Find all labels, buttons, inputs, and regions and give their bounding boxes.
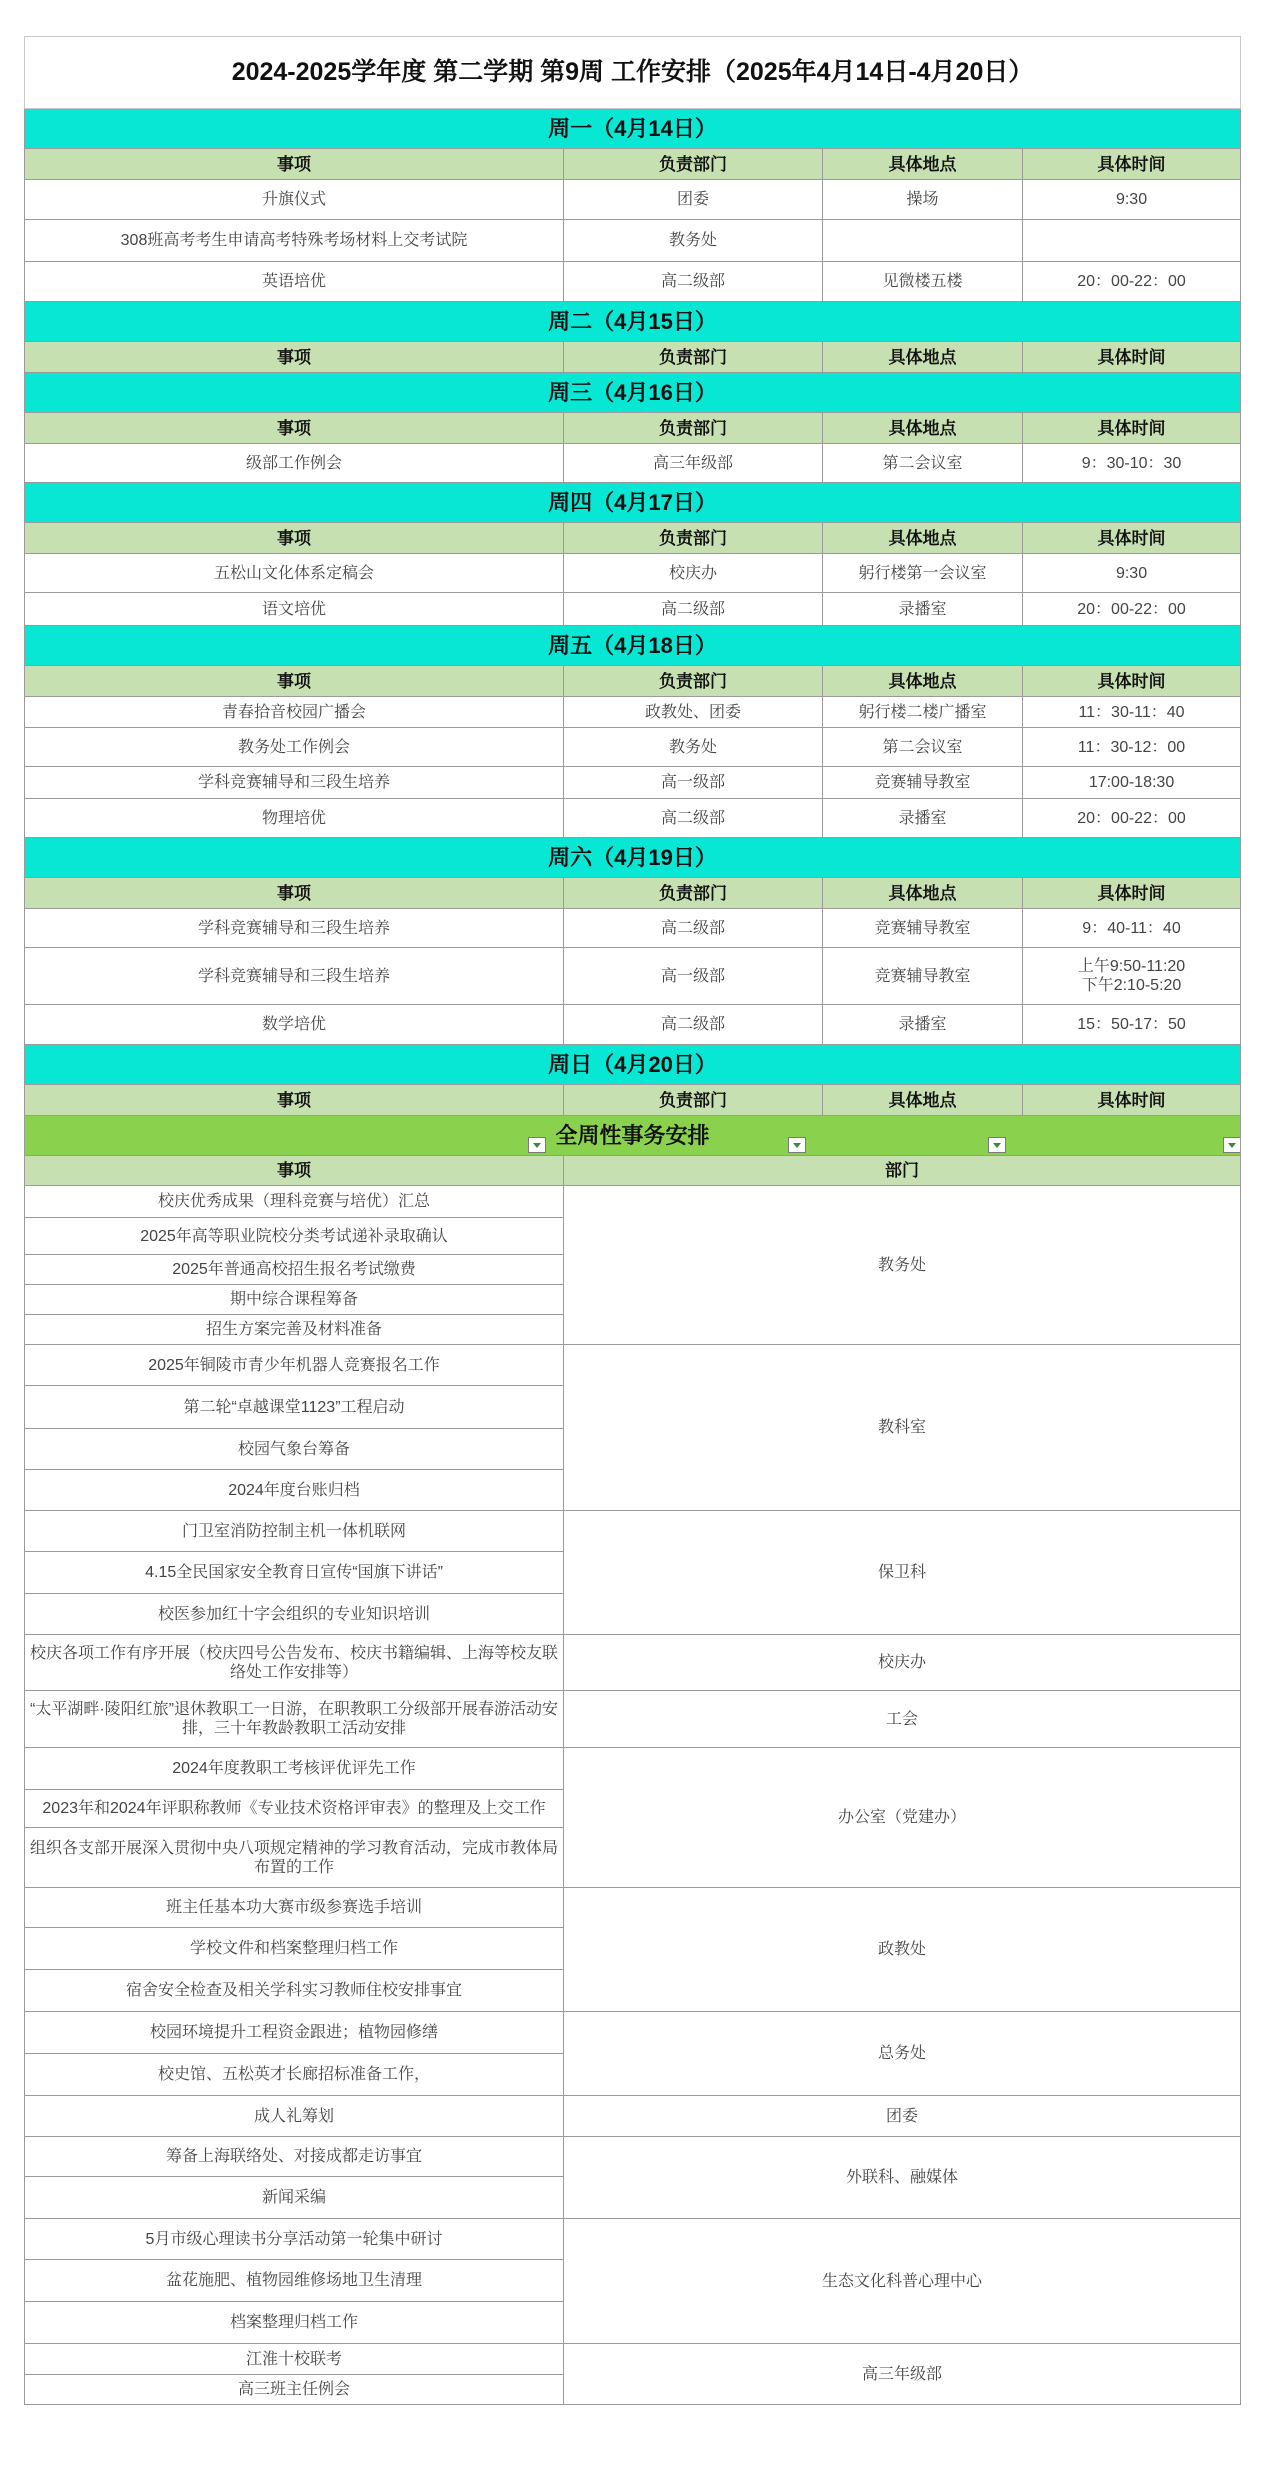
week-task-item: 组织各支部开展深入贯彻中央八项规定精神的学习教育活动，完成市教体局布置的工作 [25,1828,564,1888]
cell-item: 学科竞赛辅导和三段生培养 [25,767,564,799]
header-item: 事项 [25,666,564,697]
week-section-title [25,1116,1241,1156]
week-task-row [25,1186,1241,1218]
week-task-item: 筹备上海联络处、对接成都走访事宜 [25,2137,564,2177]
cell-item: 英语培优 [25,262,564,302]
cell-department: 政教处、团委 [564,697,823,728]
header-time: 具体时间 [1023,342,1241,373]
cell-time [1023,220,1241,262]
week-task-item: 校史馆、五松英才长廊招标准备工作， [25,2054,564,2096]
header-location: 具体地点 [823,1085,1023,1116]
page-title: 2024-2025学年度 第二学期 第9周 工作安排（2025年4月14日-4月20日） [25,37,1241,109]
cell-location: 躬行楼第一会议室 [823,554,1023,593]
week-task-row [25,2344,1241,2375]
week-task-item: 档案整理归档工作 [25,2302,564,2344]
week-task-department: 教科室 [564,1345,1241,1511]
week-task-department: 校庆办 [564,1635,1241,1691]
week-task-item: 校园气象台筹备 [25,1429,564,1470]
schedule-table [24,36,1241,2405]
cell-item: 升旗仪式 [25,180,564,220]
week-task-department: 高三年级部 [564,2344,1241,2405]
filter-dropdown-icon[interactable] [528,1137,546,1153]
cell-time: 20：00-22：00 [1023,262,1241,302]
header-time: 具体时间 [1023,149,1241,180]
cell-time: 9：30-10：30 [1023,444,1241,483]
header-item: 事项 [25,1085,564,1116]
table-row [25,909,1241,948]
week-task-department: 团委 [564,2096,1241,2137]
week-task-item: 期中综合课程筹备 [25,1285,564,1315]
week-task-item: 校庆各项工作有序开展（校庆四号公告发布、校庆书籍编辑、上海等校友联络处工作安排等） [25,1635,564,1691]
week-task-department: 总务处 [564,2012,1241,2096]
cell-department: 高二级部 [564,909,823,948]
day-header-row [25,626,1241,666]
column-header-row [25,878,1241,909]
week-task-item: 班主任基本功大赛市级参赛选手培训 [25,1888,564,1928]
table-row [25,262,1241,302]
cell-location: 录播室 [823,799,1023,838]
header-location: 具体地点 [823,666,1023,697]
week-task-item: 第二轮“卓越课堂1123”工程启动 [25,1386,564,1429]
week-task-item: 2023年和2024年评职称教师《专业技术资格评审表》的整理及上交工作 [25,1790,564,1828]
cell-item: 五松山文化体系定稿会 [25,554,564,593]
cell-department: 高三年级部 [564,444,823,483]
week-task-item: 2025年高等职业院校分类考试递补录取确认 [25,1218,564,1255]
week-task-row [25,1748,1241,1790]
cell-department: 团委 [564,180,823,220]
header-time: 具体时间 [1023,666,1241,697]
week-task-item: 校医参加红十字会组织的专业知识培训 [25,1594,564,1635]
week-task-department: 教务处 [564,1186,1241,1345]
header-location: 具体地点 [823,523,1023,554]
cell-location: 操场 [823,180,1023,220]
cell-department: 高一级部 [564,767,823,799]
header-location: 具体地点 [823,342,1023,373]
cell-department: 校庆办 [564,554,823,593]
header-time: 具体时间 [1023,523,1241,554]
week-task-item: 新闻采编 [25,2177,564,2219]
table-row [25,799,1241,838]
title-row [25,37,1241,109]
cell-item: 级部工作例会 [25,444,564,483]
week-header-item: 事项 [25,1156,564,1186]
week-task-row [25,2096,1241,2137]
week-task-item: 学校文件和档案整理归档工作 [25,1928,564,1970]
week-task-item: 成人礼筹划 [25,2096,564,2137]
header-department: 负责部门 [564,666,823,697]
day-title: 周二（4月15日） [25,302,1241,342]
week-task-item: 2025年铜陵市青少年机器人竞赛报名工作 [25,1345,564,1386]
day-header-row [25,838,1241,878]
cell-department: 高二级部 [564,1005,823,1045]
header-department: 负责部门 [564,149,823,180]
filter-dropdown-icon[interactable] [1223,1137,1241,1153]
header-department: 负责部门 [564,413,823,444]
week-task-item: 江淮十校联考 [25,2344,564,2375]
filter-dropdown-icon[interactable] [988,1137,1006,1153]
week-task-department: 办公室（党建办） [564,1748,1241,1888]
table-row [25,444,1241,483]
cell-location: 第二会议室 [823,728,1023,767]
day-title: 周三（4月16日） [25,373,1241,413]
week-task-item: 门卫室消防控制主机一体机联网 [25,1511,564,1552]
cell-location: 见微楼五楼 [823,262,1023,302]
column-header-row [25,149,1241,180]
header-department: 负责部门 [564,878,823,909]
cell-time: 9:30 [1023,554,1241,593]
cell-department: 教务处 [564,728,823,767]
week-task-item: 招生方案完善及材料准备 [25,1315,564,1345]
header-location: 具体地点 [823,413,1023,444]
header-item: 事项 [25,413,564,444]
week-task-department: 外联科、融媒体 [564,2137,1241,2219]
table-row [25,697,1241,728]
column-header-row [25,523,1241,554]
cell-department: 高一级部 [564,948,823,1005]
cell-location: 竞赛辅导教室 [823,948,1023,1005]
cell-location: 录播室 [823,1005,1023,1045]
cell-item: 学科竞赛辅导和三段生培养 [25,909,564,948]
header-time: 具体时间 [1023,878,1241,909]
table-row [25,593,1241,626]
cell-time: 9:30 [1023,180,1241,220]
week-task-row [25,2219,1241,2260]
filter-dropdown-icon[interactable] [788,1137,806,1153]
week-task-item: 宿舍安全检查及相关学科实习教师住校安排事宜 [25,1970,564,2012]
week-task-department: 政教处 [564,1888,1241,2012]
cell-department: 高二级部 [564,262,823,302]
week-task-item: 2024年度教职工考核评优评先工作 [25,1748,564,1790]
week-task-row [25,2137,1241,2177]
header-item: 事项 [25,878,564,909]
cell-time: 11：30-11：40 [1023,697,1241,728]
day-title: 周一（4月14日） [25,109,1241,149]
header-item: 事项 [25,149,564,180]
cell-location: 躬行楼二楼广播室 [823,697,1023,728]
header-department: 负责部门 [564,342,823,373]
table-row [25,767,1241,799]
week-task-row [25,1511,1241,1552]
week-task-item: “太平湖畔·陵阳红旅”退休教职工一日游，在职教职工分级部开展春游活动安排，三十年教龄教职工活动安排 [25,1691,564,1748]
week-task-item: 2025年普通高校招生报名考试缴费 [25,1255,564,1285]
week-task-item: 高三班主任例会 [25,2375,564,2405]
cell-item: 物理培优 [25,799,564,838]
day-title: 周四（4月17日） [25,483,1241,523]
week-task-row [25,1635,1241,1691]
cell-time: 11：30-12：00 [1023,728,1241,767]
table-row [25,948,1241,1005]
cell-item: 数学培优 [25,1005,564,1045]
week-task-item: 盆花施肥、植物园维修场地卫生清理 [25,2260,564,2302]
header-department: 负责部门 [564,1085,823,1116]
cell-time: 15：50-17：50 [1023,1005,1241,1045]
cell-location: 竞赛辅导教室 [823,767,1023,799]
week-task-item: 4.15全民国家安全教育日宣传“国旗下讲话” [25,1552,564,1594]
table-row [25,1005,1241,1045]
week-task-row [25,1345,1241,1386]
cell-time: 9：40-11：40 [1023,909,1241,948]
day-header-row [25,373,1241,413]
cell-time: 20：00-22：00 [1023,799,1241,838]
cell-time: 17:00-18:30 [1023,767,1241,799]
week-task-department: 保卫科 [564,1511,1241,1635]
cell-item: 学科竞赛辅导和三段生培养 [25,948,564,1005]
cell-time: 20：00-22：00 [1023,593,1241,626]
cell-item: 308班高考考生申请高考特殊考场材料上交考试院 [25,220,564,262]
week-task-item: 2024年度台账归档 [25,1470,564,1511]
week-task-row [25,1888,1241,1928]
cell-location [823,220,1023,262]
table-row [25,180,1241,220]
day-header-row [25,1045,1241,1085]
day-header-row [25,483,1241,523]
cell-department: 高二级部 [564,593,823,626]
week-section-title-text: 全周性事务安排 [555,1123,710,1148]
column-header-row [25,666,1241,697]
cell-item: 教务处工作例会 [25,728,564,767]
week-task-row [25,1691,1241,1748]
table-row [25,554,1241,593]
header-location: 具体地点 [823,878,1023,909]
week-task-item: 校庆优秀成果（理科竞赛与培优）汇总 [25,1186,564,1218]
cell-location: 录播室 [823,593,1023,626]
day-title: 周五（4月18日） [25,626,1241,666]
schedule-sheet [24,36,1240,2405]
header-item: 事项 [25,523,564,554]
cell-location: 竞赛辅导教室 [823,909,1023,948]
header-location: 具体地点 [823,149,1023,180]
header-item: 事项 [25,342,564,373]
cell-department: 高二级部 [564,799,823,838]
header-time: 具体时间 [1023,413,1241,444]
day-title: 周日（4月20日） [25,1045,1241,1085]
week-section-header-row [25,1156,1241,1186]
week-task-department: 工会 [564,1691,1241,1748]
week-task-department: 生态文化科普心理中心 [564,2219,1241,2344]
day-header-row [25,109,1241,149]
table-row [25,728,1241,767]
day-header-row [25,302,1241,342]
cell-item: 语文培优 [25,593,564,626]
week-task-item: 5月市级心理读书分享活动第一轮集中研讨 [25,2219,564,2260]
header-time: 具体时间 [1023,1085,1241,1116]
cell-location: 第二会议室 [823,444,1023,483]
header-department: 负责部门 [564,523,823,554]
column-header-row [25,342,1241,373]
cell-department: 教务处 [564,220,823,262]
cell-item: 青春拾音校园广播会 [25,697,564,728]
table-row [25,220,1241,262]
week-section-title-row [25,1116,1241,1156]
week-task-row [25,2012,1241,2054]
week-task-item: 校园环境提升工程资金跟进；植物园修缮 [25,2012,564,2054]
cell-time: 上午9:50-11:20 下午2:10-5:20 [1023,948,1241,1005]
column-header-row [25,413,1241,444]
day-title: 周六（4月19日） [25,838,1241,878]
column-header-row [25,1085,1241,1116]
week-header-department: 部门 [564,1156,1241,1186]
